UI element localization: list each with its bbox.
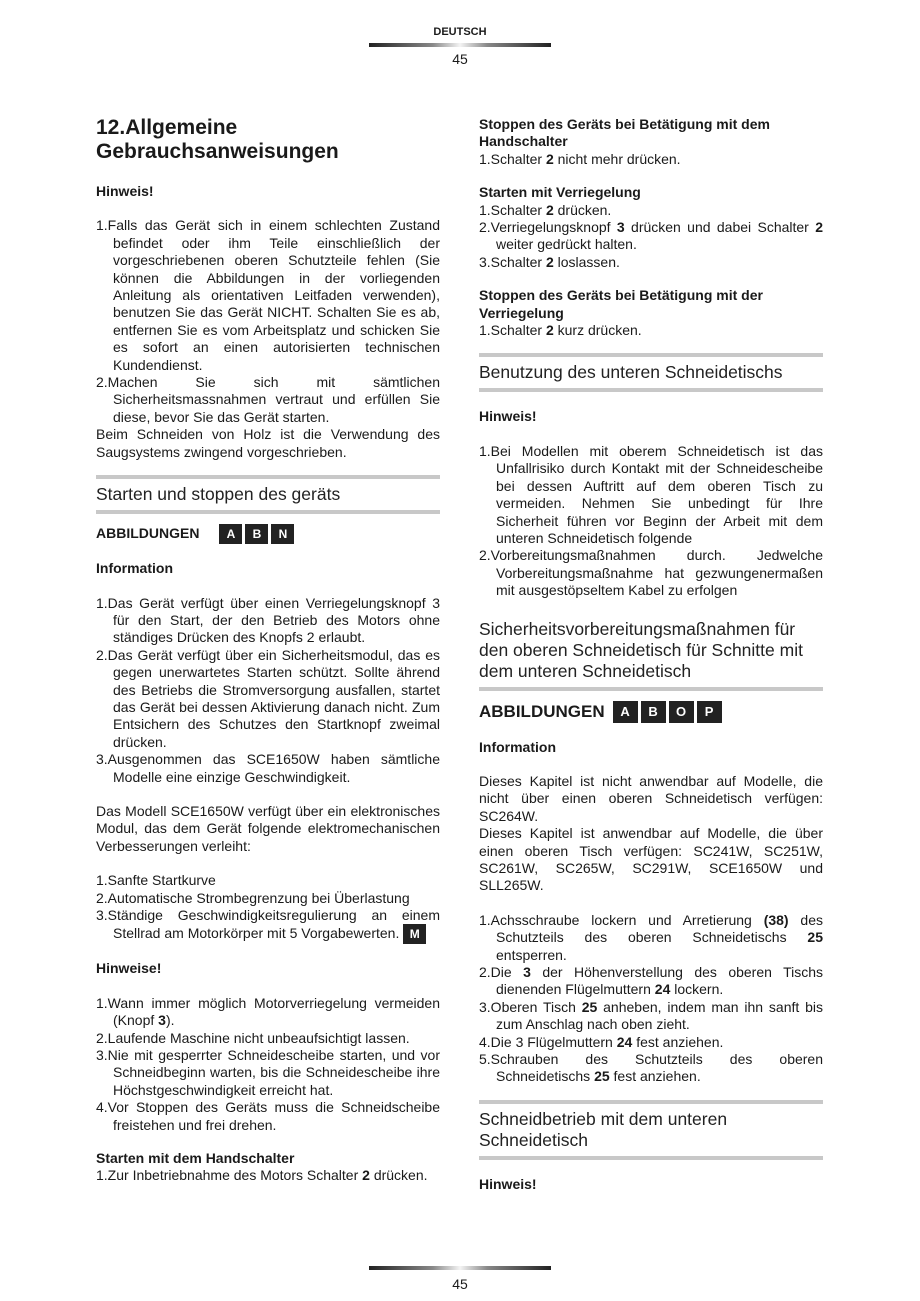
- text-run: 1.Zur Inbetriebnahme des Motors Schalter: [96, 1167, 363, 1184]
- figure-badge: B: [245, 524, 268, 544]
- figure-badge: A: [219, 524, 242, 544]
- footer-page-number: 45: [452, 1276, 468, 1292]
- numbered-list: [479, 322, 823, 339]
- list-item: [96, 907, 440, 944]
- figure-badge: O: [669, 701, 694, 723]
- text-run: 3.Ständige Geschwindigkeitsregulierung an einem Stellrad am Motorkörper mit 5 Vorgabewerten.: [96, 907, 440, 942]
- text-run: 2.Das Gerät verfügt über ein Sicherheitsmodul, das es gegen unerwartetes Starten schützt. Sollte ährend des Betriebs die Stromversorgung ausfallen, startet das Gerät bei dessen Aktivierung danach nicht. Zum Entsichern des Schutzes den Startknopf zweimal drücken.: [96, 646, 440, 750]
- list-item: [479, 912, 823, 964]
- list-item: [96, 1030, 440, 1047]
- text-run: 1.Wann immer möglich Motorverriegelung vermeiden (Knopf: [96, 994, 440, 1029]
- text-run: fest anziehen.: [609, 1068, 701, 1085]
- list-item: [96, 1167, 440, 1184]
- text-run: 1.Das Gerät verfügt über einen Verriegelungsknopf 3 für den Start, der den Betrieb des Motors ohne ständiges Drücken des Knopfs 2 erlaubt.: [96, 594, 440, 646]
- section-heading: Starten und stoppen des geräts: [96, 475, 440, 514]
- list-item: [479, 219, 823, 254]
- text-run: 2.Die: [479, 964, 524, 980]
- header-page-number: 45: [452, 51, 468, 67]
- text-run: loslassen.: [553, 253, 620, 270]
- bold-reference: (38): [763, 911, 789, 928]
- figures-reference: [96, 524, 440, 544]
- bold-reference: 24: [616, 1033, 633, 1050]
- text-run: anheben, indem man ihn sanft bis zum Anschlag nach oben zieht.: [496, 998, 823, 1033]
- text-run: 2.Verriegelungsknopf: [479, 219, 617, 236]
- bold-reference: 25: [594, 1068, 610, 1085]
- header-language: DEUTSCH: [433, 26, 487, 38]
- numbered-list: [96, 217, 440, 426]
- numbered-list: [479, 202, 823, 272]
- text-run: 2.Automatische Strombegrenzung bei Überlastung: [96, 889, 410, 906]
- footer-rule: [369, 1266, 551, 1270]
- text-run: Beim Schneiden von Holz ist die Verwendung des Saugsystems zwingend vorgeschrieben.: [96, 426, 440, 460]
- text-run: lockern.: [670, 981, 724, 998]
- list-item: [479, 1034, 823, 1051]
- paragraph: [479, 825, 823, 895]
- paragraph: [96, 426, 440, 461]
- list-item: [479, 151, 823, 168]
- figure-badge: M: [403, 924, 426, 944]
- text-run: 3.Ausgenommen das SCE1650W haben sämtliche Modelle eine einzige Geschwindigkeit.: [96, 751, 440, 785]
- list-item: [479, 1051, 823, 1086]
- text-run: 5.Schrauben des Schutzteils des oberen Schneidetischs: [479, 1051, 823, 1085]
- figures-reference: [479, 701, 823, 723]
- figures-label: ABBILDUNGEN: [96, 525, 200, 542]
- figure-badge: P: [697, 701, 722, 723]
- numbered-list: [479, 151, 823, 168]
- list-item: [479, 999, 823, 1034]
- left-column: [96, 116, 440, 1185]
- bold-reference: 3: [158, 1012, 166, 1029]
- text-run: drücken.: [553, 201, 612, 218]
- text-run: fest anziehen.: [632, 1033, 724, 1050]
- figure-badge: B: [641, 701, 666, 723]
- list-item: [96, 374, 440, 426]
- bold-reference: 24: [654, 981, 671, 998]
- text-run: 1.Schalter: [479, 201, 546, 218]
- figure-badge: A: [613, 701, 638, 723]
- bold-reference: 2: [545, 253, 554, 270]
- text-run: weiter gedrückt halten.: [496, 236, 637, 253]
- paragraph: [96, 803, 440, 855]
- numbered-list: [96, 995, 440, 1134]
- text-run: 2.Laufende Maschine nicht unbeaufsichtigt lassen.: [96, 1029, 410, 1046]
- bold-reference: 2: [362, 1167, 370, 1184]
- text-run: 1.Achsschraube lockern und Arretierung: [479, 911, 764, 928]
- bold-reference: 2: [815, 219, 823, 236]
- subheading: Hinweis!: [479, 1175, 537, 1192]
- bold-reference: 25: [581, 998, 598, 1015]
- text-run: 1.Bei Modellen mit oberem Schneidetisch ist das Unfallrisiko durch Kontakt mit der Schneidescheibe bei dessen Auftritt auf dem oberen Tisch zu vermeiden. Nehmen Sie unbedingt für Ihre Sicherheit führen vor Beginn der Arbeit mit dem unteren Schneidetisch folgende: [479, 442, 823, 546]
- list-item: [479, 964, 823, 999]
- right-column: [479, 116, 823, 1210]
- bold-reference: 2: [545, 150, 554, 167]
- bold-reference: 2: [545, 322, 554, 339]
- text-run: ).: [165, 1012, 175, 1029]
- list-item: [96, 1099, 440, 1134]
- figures-label: ABBILDUNGEN: [479, 701, 605, 721]
- text-run: 1.Schalter: [479, 322, 546, 339]
- figure-badge: N: [271, 524, 294, 544]
- subheading: Information: [479, 738, 556, 755]
- numbered-list: [96, 872, 440, 944]
- text-run: nicht mehr drücken.: [553, 150, 681, 167]
- subheading: Starten mit dem Handschalter: [96, 1150, 295, 1167]
- list-item: [479, 443, 823, 547]
- text-run: 1.Falls das Gerät sich in einem schlechten Zustand befindet oder ihm Teile einschließlich der vorgeschriebenen oberen Schutzteile fehlen (Sie können die Abbildungen in der vorliegenden Anleitung als orientativen Leitfaden verwenden), benutzen Sie das Gerät NICHT. Schalten Sie es ab, entfernen Sie es vom Arbeitsplatz und schicken Sie es sofort an einen autorisierten technischen Kundendienst.: [96, 217, 440, 373]
- text-run: drücken.: [369, 1167, 428, 1184]
- text-run: kurz drücken.: [553, 322, 642, 339]
- text-run: 2.Machen Sie sich mit sämtlichen Sicherheitsmassnahmen vertraut und erfüllen Sie diese, bevor Sie das Gerät starten.: [96, 374, 440, 425]
- paragraph: [479, 773, 823, 825]
- text-run: 2.Vorbereitungsmaßnahmen durch. Jedwelche Vorbereitungsmaßnahme hat gezwungenermaßen mit ausgestöpseltem Kabel zu erfolgen: [479, 547, 823, 599]
- numbered-list: [96, 595, 440, 786]
- list-item: [479, 547, 823, 599]
- list-item: [96, 647, 440, 751]
- text-run: Dieses Kapitel ist nicht anwendbar auf Modelle, die nicht über einen oberen Schneidetisch verfügen: SC264W.: [479, 772, 823, 824]
- list-item: [96, 595, 440, 647]
- list-item: [96, 751, 440, 786]
- section-heading: Sicherheitsvorbereitungsmaßnahmen für den oberen Schneidetisch für Schnitte mit dem unteren Schneidetisch: [479, 614, 823, 691]
- text-run: drücken und dabei Schalter: [624, 219, 816, 236]
- text-run: 4.Die 3 Flügelmuttern: [479, 1033, 617, 1050]
- subheading: Information: [96, 560, 173, 577]
- text-run: Dieses Kapitel ist anwendbar auf Modelle, die über einen oberen Tisch verfügen: SC241W, SC251W, SC261W, SC265W, SC291W, SCE1650W und SLL265W.: [479, 825, 823, 894]
- text-run: 3.Nie mit gesperrter Schneidescheibe starten, und vor Schneidbeginn warten, bis die Schneidescheibe ihre Höchstgeschwindigkeit erreicht hat.: [96, 1047, 440, 1098]
- list-item: [479, 322, 823, 339]
- subheading: Stoppen des Geräts bei Betätigung mit der Verriegelung: [479, 287, 763, 321]
- list-item: [479, 202, 823, 219]
- text-run: der Höhenverstellung des oberen Tischs dienenden Flügelmuttern: [496, 964, 824, 998]
- numbered-list: [96, 1167, 440, 1184]
- list-item: [479, 254, 823, 271]
- subheading: Stoppen des Geräts bei Betätigung mit dem Handschalter: [479, 116, 770, 150]
- numbered-list: [479, 443, 823, 600]
- header-rule: [369, 43, 551, 47]
- list-item: [96, 872, 440, 889]
- subheading: Starten mit Verriegelung: [479, 184, 641, 201]
- text-run: 3.Schalter: [479, 253, 546, 270]
- section-title: 12.Allgemeine Gebrauchsanweisungen: [96, 116, 339, 163]
- list-item: [96, 890, 440, 907]
- list-item: [96, 1047, 440, 1099]
- text-run: entsperren.: [496, 946, 567, 963]
- bold-reference: 3: [523, 964, 531, 980]
- text-run: 1.Schalter: [479, 150, 546, 167]
- section-heading: Benutzung des unteren Schneidetischs: [479, 353, 823, 392]
- section-heading: Schneidbetrieb mit dem unteren Schneidetisch: [479, 1100, 823, 1160]
- list-item: [96, 995, 440, 1030]
- bold-reference: 3: [616, 219, 625, 236]
- text-run: des Schutzteils des oberen Schneidetischs: [496, 911, 823, 946]
- text-run: 1.Sanfte Startkurve: [96, 872, 216, 889]
- text-run: 4.Vor Stoppen des Geräts muss die Schneidscheibe freistehen und frei drehen.: [96, 1099, 440, 1133]
- text-run: Das Modell SCE1650W verfügt über ein elektronisches Modul, das dem Gerät folgende elektromechanischen Verbesserungen verleiht:: [96, 802, 440, 854]
- numbered-list: [479, 912, 823, 1086]
- subheading: Hinweis!: [96, 183, 154, 199]
- subheading: Hinweise!: [96, 960, 162, 977]
- subheading: Hinweis!: [479, 408, 537, 425]
- list-item: [96, 217, 440, 374]
- bold-reference: 2: [545, 201, 554, 218]
- bold-reference: 25: [807, 929, 823, 946]
- text-run: 3.Oberen Tisch: [479, 998, 582, 1015]
